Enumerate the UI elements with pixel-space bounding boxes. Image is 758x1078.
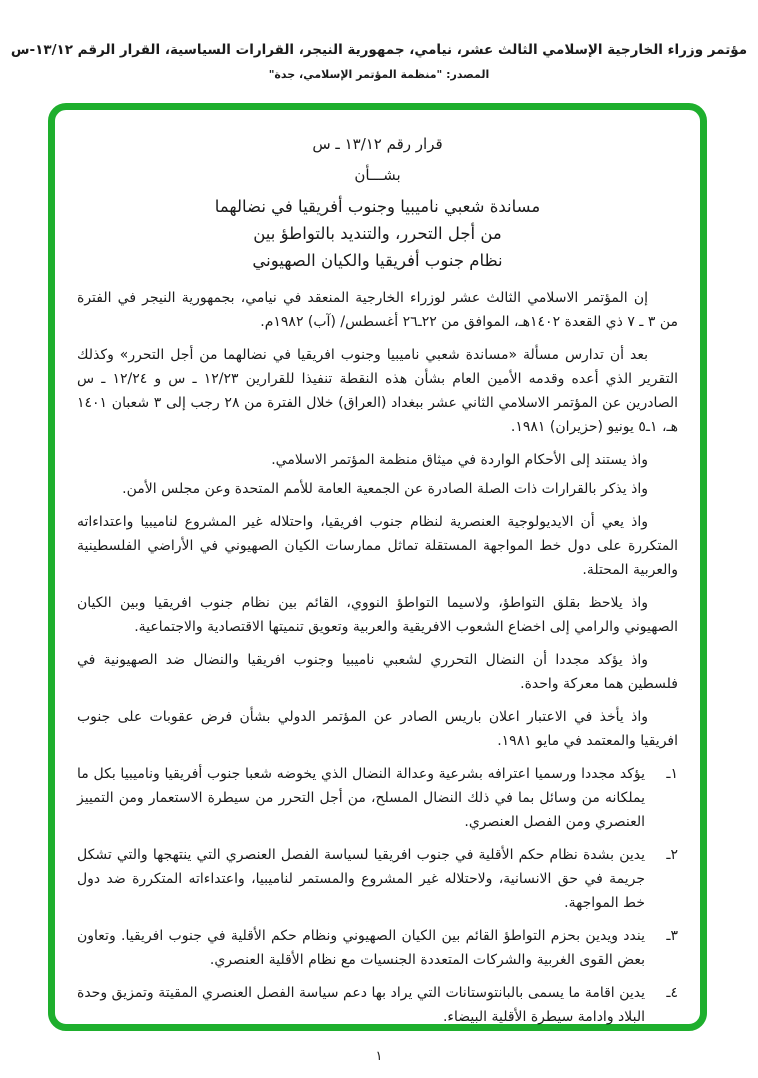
item-number: ١ـ <box>666 766 678 782</box>
item-number: ٣ـ <box>666 928 678 944</box>
resolution-subject-line-1: مساندة شعبي ناميبيا وجنوب أفريقيا في نضالهما <box>214 197 541 216</box>
paragraph: واذ يؤكد مجددا أن النضال التحرري لشعبي ناميبيا وجنوب افريقيا والنضال ضد الصهيونية في فلسطين هما معركة واحدة. <box>77 652 678 692</box>
page-number: ١ <box>375 1049 383 1064</box>
resolution-body <box>77 124 679 1025</box>
resolution-subject-line-2: من أجل التحرر، والتنديد بالتواطؤ بين <box>253 224 502 243</box>
item-text: يدين بشدة نظام حكم الأقلية في جنوب افريقيا لسياسة الفصل العنصري التي ينتهجها والتي تشكل جريمة في حق الانسانية، ولاحتلاله غير المشروع والمستمر لناميبيا، واعتداءاته المتكررة ضد دول خط المواجهة. <box>77 847 645 911</box>
resolution-subject-line-3: نظام جنوب أفريقيا والكيان الصهيوني <box>252 251 503 270</box>
paragraph: إن المؤتمر الاسلامي الثالث عشر لوزراء الخارجية المنعقد في نيامي، بجمهورية النيجر في الفترة من ٣ ـ ٧ ذي القعدة ١٤٠٢هـ، الموافق من ٢٢ـ٢٦ أغسطس/ (آب) ١٩٨٢م. <box>77 290 678 330</box>
resolution-title-block <box>77 132 678 274</box>
header-title-line: مؤتمر وزراء الخارجية الإسلامي الثالث عشر، نيامي، جمهورية النيجر، القرارات السياسية، القرار الرقم ١٣/١٢-س <box>10 42 748 58</box>
paragraph: واذ يستند إلى الأحكام الواردة في ميثاق منظمة المؤتمر الاسلامي. <box>271 452 648 468</box>
numbered-item <box>77 981 678 1029</box>
item-text: يؤكد مجددا ورسميا اعترافه بشرعية وعدالة النضال الذي يخوضه شعبا جنوب أفريقيا وناميبيا بكل ما يملكانه من وسائل بما في ذلك النضال المسلح، من أجل التحرر من سيطرة الاستعمار ومن التمييز العنصري ومن الفصل العنصري. <box>77 766 645 830</box>
green-border-frame <box>48 103 707 1031</box>
paragraph: واذ يلاحظ بقلق التواطؤ، ولاسيما التواطؤ النووي، القائم بين نظام جنوب افريقيا وبين الكيان الصهيوني والرامي إلى اخضاع الشعوب الافريقية والعربية وتعويق تنميتها الاقتصادية والاجتماعية. <box>77 595 678 635</box>
header-source-line: المصدر: "منظمة المؤتمر الإسلامي، جدة" <box>268 68 490 81</box>
paragraph: واذ يأخذ في الاعتبار اعلان باريس الصادر عن المؤتمر الدولي بشأن فرض عقوبات على جنوب افريقيا والمعتمد في مايو ١٩٨١. <box>77 709 678 749</box>
numbered-item <box>77 843 678 915</box>
resolution-concerning-line: بشـــأن <box>354 166 401 184</box>
paragraph: بعد أن تدارس مسألة «مساندة شعبي ناميبيا وجنوب افريقيا في نضالهما من أجل التحرر» وكذلك التقرير الذي أعده وقدمه الأمين العام بشأن هذه النقطة تنفيذا للقرارين ١٢/٢٣ ـ س و ١٢/٢٤ ـ س الصادرين عن المؤتمر الاسلامي الثاني عشر ببغداد (العراق) خلال الفترة من ٢٨ رجب إلى ٣ شعبان ١٤٠١ هـ، ١ـ٥ يونيو (حزيران) ١٩٨١. <box>77 347 679 435</box>
item-number: ٤ـ <box>666 985 678 1001</box>
paragraph: واذ يعي أن الايديولوجية العنصرية لنظام جنوب افريقيا، واحتلاله غير المشروع لناميبيا واعتداءاته المتكررة على دول خط المواجهة المستقلة تماثل ممارسات الكيان الصهيوني في الأراضي الفلسطينية والعربية المحتلة. <box>77 514 678 578</box>
document-header <box>0 42 758 81</box>
item-number: ٢ـ <box>666 847 678 863</box>
paragraph: واذ يذكر بالقرارات ذات الصلة الصادرة عن الجمعية العامة للأمم المتحدة وعن مجلس الأمن. <box>122 481 648 497</box>
item-text: يندد ويدين بحزم التواطؤ القائم بين الكيان الصهيوني ونظام حكم الأقلية في جنوب افريقيا. وتعاون بعض القوى الغربية والشركات المتعددة الجنسيات مع نظام الأقلية العنصري. <box>77 928 645 968</box>
item-text: يدين اقامة ما يسمى بالبانتوستانات التي يراد بها دعم سياسة الفصل العنصري المقيتة وتمزيق وحدة البلاد وادامة سيطرة الأقلية البيضاء. <box>77 985 645 1025</box>
numbered-item <box>77 762 678 834</box>
numbered-item <box>77 924 678 972</box>
resolution-number-line: قرار رقم ١٣/١٢ ـ س <box>312 135 443 153</box>
